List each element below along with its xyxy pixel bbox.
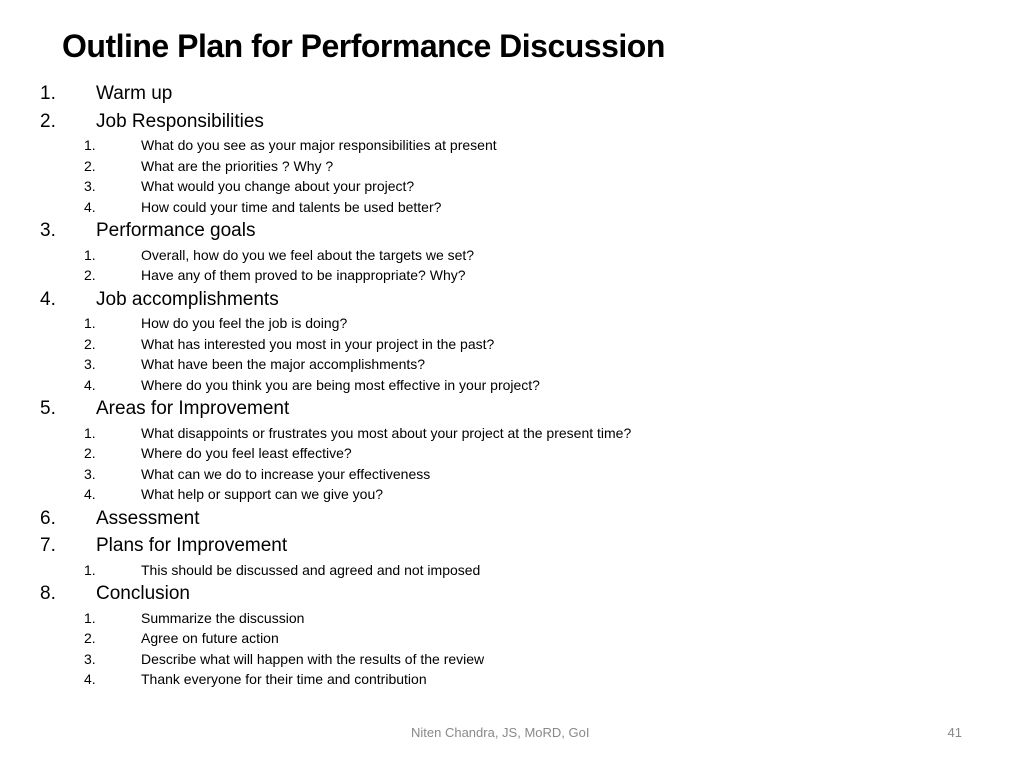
subitem-number: 4. xyxy=(84,486,96,502)
item-label: Job Responsibilities xyxy=(96,110,264,132)
subitem-label: What has interested you most in your project in the past? xyxy=(141,335,495,352)
subitem-number: 2. xyxy=(84,445,96,461)
subitem xyxy=(40,265,1000,286)
outline-item xyxy=(40,505,1000,533)
outline-item xyxy=(40,532,1000,580)
outline-item xyxy=(40,395,1000,505)
subitem xyxy=(40,443,1000,464)
subitem-label: This should be discussed and agreed and not imposed xyxy=(141,561,481,578)
subitem xyxy=(40,560,1000,581)
subitem xyxy=(40,197,1000,218)
item-label: Assessment xyxy=(96,507,200,529)
subitem-label: How do you feel the job is doing? xyxy=(141,315,348,331)
subitem-label: How could your time and talents be used better? xyxy=(141,198,442,215)
item-number: 4. xyxy=(40,288,56,310)
item-number: 2. xyxy=(40,110,56,132)
subitem xyxy=(40,464,1000,485)
outline-item xyxy=(40,286,1000,396)
outline-item xyxy=(40,217,1000,286)
subitem-label: What disappoints or frustrates you most about your project at the present time? xyxy=(141,424,632,441)
outline-item xyxy=(40,80,1000,108)
subitem xyxy=(40,135,1000,156)
outline-item-row xyxy=(40,108,1000,136)
item-number: 8. xyxy=(40,583,56,604)
subitem xyxy=(40,669,1000,690)
subitem xyxy=(40,334,1000,355)
outline-item-row xyxy=(40,80,1000,108)
subitem-label: Where do you think you are being most effective in your project? xyxy=(141,376,540,393)
subitem-number: 1. xyxy=(84,424,96,441)
subitem-label: What help or support can we give you? xyxy=(141,486,384,502)
outline-item-row xyxy=(40,532,1000,560)
subitem-label: What have been the major accomplishments? xyxy=(141,356,426,372)
slide-title: Outline Plan for Performance Discussion xyxy=(62,28,665,64)
item-label: Plans for Improvement xyxy=(96,535,288,556)
subitem xyxy=(40,423,1000,444)
outline-item-row xyxy=(40,395,1000,423)
subitem-label: Summarize the discussion xyxy=(141,609,305,626)
subitem-number: 1. xyxy=(84,137,96,153)
subitem xyxy=(40,628,1000,649)
subitem xyxy=(40,176,1000,197)
subitem-number: 3. xyxy=(84,650,96,667)
subitem xyxy=(40,354,1000,375)
subitem-label: What would you change about your project? xyxy=(141,178,415,194)
subitem-number: 1. xyxy=(84,246,96,263)
subitem-number: 3. xyxy=(84,356,96,372)
subitem-number: 2. xyxy=(84,267,96,283)
item-label: Performance goals xyxy=(96,220,256,241)
subitem xyxy=(40,608,1000,629)
subitem xyxy=(40,484,1000,505)
subitem xyxy=(40,313,1000,334)
subitem-label: Have any of them proved to be inappropriate? Why? xyxy=(141,267,466,283)
subitem xyxy=(40,156,1000,177)
subitem-label: What can we do to increase your effectiveness xyxy=(141,465,431,482)
outline-item xyxy=(40,108,1000,218)
slide-footer: Niten Chandra, JS, MoRD, GoI xyxy=(411,725,590,740)
outline-item-row xyxy=(40,217,1000,245)
outline-item-row xyxy=(40,580,1000,608)
subitem xyxy=(40,245,1000,266)
subitem-number: 3. xyxy=(84,465,96,482)
subitem-number: 1. xyxy=(84,561,96,578)
outline-item-row xyxy=(40,286,1000,314)
subitem-number: 2. xyxy=(84,157,96,174)
item-number: 6. xyxy=(40,507,56,529)
outline-item xyxy=(40,580,1000,690)
subitem-number: 3. xyxy=(84,178,96,194)
subitem-number: 2. xyxy=(84,630,96,646)
outline-list xyxy=(40,80,1000,690)
subitem-number: 4. xyxy=(84,198,96,215)
item-label: Job accomplishments xyxy=(96,288,279,310)
item-number: 1. xyxy=(40,83,56,104)
subitem-number: 4. xyxy=(84,376,96,393)
slide-page-number: 41 xyxy=(947,725,962,740)
subitem-number: 4. xyxy=(84,671,96,687)
outline-item-row xyxy=(40,505,1000,533)
item-number: 5. xyxy=(40,398,56,419)
subitem xyxy=(40,649,1000,670)
subitem-label: Thank everyone for their time and contribution xyxy=(141,671,427,687)
subitem-number: 1. xyxy=(84,315,96,331)
item-number: 3. xyxy=(40,220,56,241)
subitem-label: Overall, how do you we feel about the targets we set? xyxy=(141,246,475,263)
item-label: Conclusion xyxy=(96,583,190,604)
item-label: Warm up xyxy=(96,83,173,104)
subitem-label: What do you see as your major responsibilities at present xyxy=(141,137,497,153)
subitem-number: 1. xyxy=(84,609,96,626)
subitem-number: 2. xyxy=(84,335,96,352)
subitem-label: What are the priorities ? Why ? xyxy=(141,157,334,174)
item-label: Areas for Improvement xyxy=(96,398,290,419)
subitem-label: Describe what will happen with the results of the review xyxy=(141,650,485,667)
item-number: 7. xyxy=(40,535,56,556)
subitem-label: Where do you feel least effective? xyxy=(141,445,352,461)
subitem-label: Agree on future action xyxy=(141,630,279,646)
subitem xyxy=(40,375,1000,396)
